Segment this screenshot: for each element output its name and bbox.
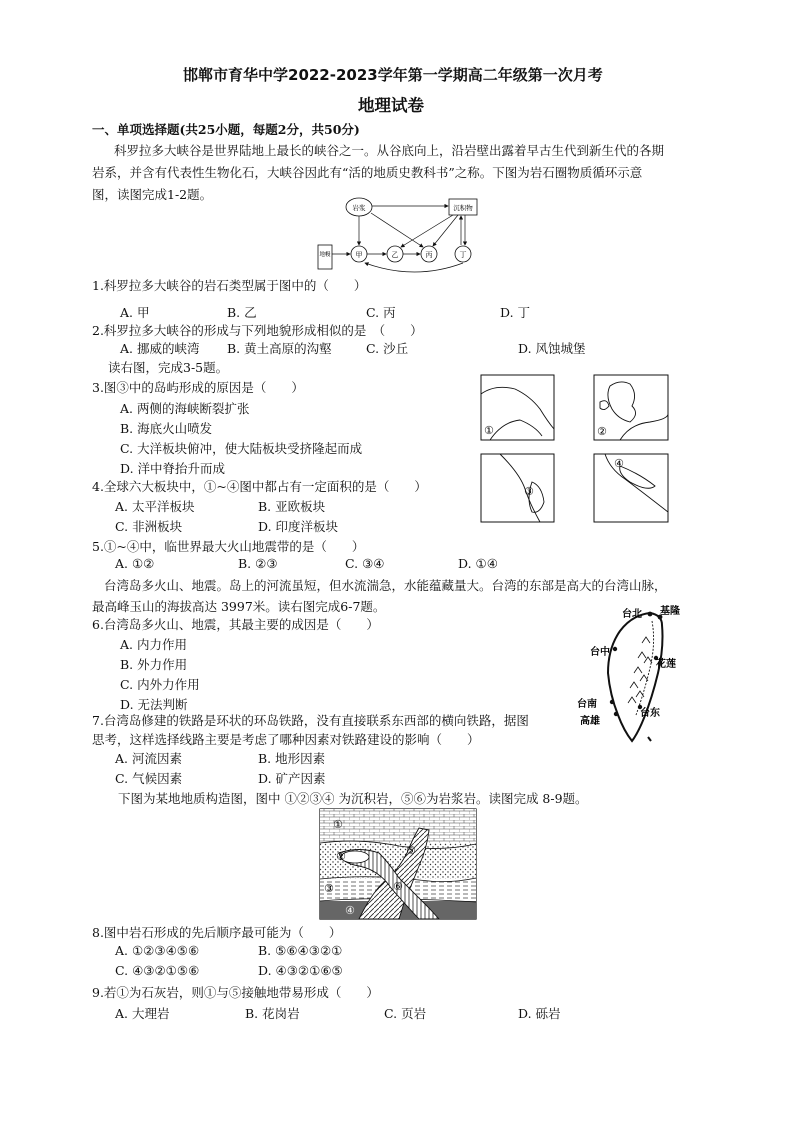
taipei-label: 台北 [622, 609, 642, 620]
q2-option-c[interactable]: C. 沙丘 [366, 341, 409, 356]
q3-option-d[interactable]: D. 洋中脊抬升而成 [120, 461, 226, 476]
cycle-arrows [332, 206, 465, 272]
map4-frame [594, 454, 668, 522]
q5-stem: 5.①~④中，临世界最大火山地震带的是（ ） [92, 539, 365, 554]
section-heading: 一、单项选择题(共25小题，每题2分，共50分) [92, 122, 360, 137]
q8-option-b[interactable]: B. ⑤⑥④③②① [258, 943, 343, 958]
layer1 [320, 809, 476, 843]
q4-option-d[interactable]: D. 印度洋板块 [258, 519, 339, 534]
four-plate-maps [480, 374, 675, 524]
q5-option-d[interactable]: D. ①④ [458, 556, 498, 571]
q4-option-b[interactable]: B. 亚欧板块 [258, 499, 326, 514]
ding-label: 丁 [459, 251, 467, 259]
q6-option-d[interactable]: D. 无法判断 [120, 697, 188, 712]
layer1-label: ① [333, 818, 343, 831]
intro4: 下图为某地地质构造图，图中 ①②③④ 为沉积岩，⑤⑥为岩浆岩。读图完成 8-9题。 [118, 791, 588, 806]
map3-frame [481, 454, 554, 522]
q3-stem: 3.图③中的岛屿形成的原因是（ ） [92, 380, 304, 395]
q8-option-c[interactable]: C. ④③②①⑤⑥ [115, 963, 200, 978]
q9-option-d[interactable]: D. 砾岩 [518, 1006, 561, 1021]
map1-label: ① [484, 424, 494, 437]
q7-stem-line2: 思考，这样选择线路主要是考虑了哪种因素对铁路建设的影响（ ） [92, 732, 480, 747]
magma-label: 岩浆 [352, 204, 366, 212]
layer4-label: ④ [345, 904, 355, 917]
q1-option-b[interactable]: B. 乙 [227, 305, 257, 320]
q2-option-d[interactable]: D. 风蚀城堡 [518, 341, 586, 356]
q4-option-c[interactable]: C. 非洲板块 [115, 519, 183, 534]
q1-stem: 1.科罗拉多大峡谷的岩石类型属于图中的（ ） [92, 278, 367, 293]
q7-option-c[interactable]: C. 气候因素 [115, 771, 183, 786]
taiwan-map [572, 603, 690, 751]
exam-title: 邯郸市育华中学2022-2023学年第一学期高二年级第一次月考 [183, 66, 603, 84]
q9-option-b[interactable]: B. 花岗岩 [245, 1006, 300, 1021]
intro1-line1: 科罗拉多大峡谷是世界陆地上最长的峡谷之一。从谷底向上，沿岩壁出露着早古生代到新生代的各期 [114, 143, 665, 158]
q4-option-a[interactable]: A. 太平洋板块 [115, 499, 195, 514]
q7-stem-line1: 7.台湾岛修建的铁路是环状的环岛铁路，没有直接联系东西部的横向铁路，据图 [92, 713, 529, 728]
rock5-label: ⑤ [406, 844, 416, 857]
taichung-label: 台中 [590, 647, 610, 658]
tainan-label: 台南 [577, 699, 597, 710]
q9-stem: 9.若①为石灰岩，则①与⑤接触地带易形成（ ） [92, 985, 379, 1000]
q2-option-a[interactable]: A. 挪威的峡湾 [120, 341, 200, 356]
q8-option-d[interactable]: D. ④③②①⑥⑤ [258, 963, 343, 978]
map2-label: ② [597, 425, 607, 438]
q8-stem: 8.图中岩石形成的先后顺序最可能为（ ） [92, 925, 342, 940]
intro3-line2: 最高峰玉山的海拔高达 3997米。读右图完成6-7题。 [92, 599, 386, 614]
kaohsiung-label: 高雄 [580, 716, 600, 727]
q5-option-b[interactable]: B. ②③ [238, 556, 278, 571]
q6-stem: 6.台湾岛多火山、地震，其最主要的成因是（ ） [92, 617, 379, 632]
exam-subtitle: 地理试卷 [358, 96, 424, 115]
map4-label: ④ [614, 457, 624, 470]
rock-cycle-diagram [315, 193, 480, 273]
jia-label: 甲 [355, 251, 363, 259]
hualien-label: 花莲 [656, 659, 676, 670]
q4-stem: 4.全球六大板块中，①~④图中都占有一定面积的是（ ） [92, 479, 427, 494]
q3-option-b[interactable]: B. 海底火山喷发 [120, 421, 213, 436]
rock6-label: ⑥ [393, 880, 403, 893]
sediment-label: 沉积物 [453, 204, 473, 212]
q1-option-c[interactable]: C. 丙 [366, 305, 396, 320]
q5-option-c[interactable]: C. ③④ [345, 556, 385, 571]
q9-option-c[interactable]: C. 页岩 [384, 1006, 427, 1021]
q5-option-a[interactable]: A. ①② [115, 556, 155, 571]
q3-option-c[interactable]: C. 大洋板块俯冲，使大陆板块受挤隆起而成 [120, 441, 363, 456]
q1-option-a[interactable]: A. 甲 [120, 305, 150, 320]
q1-option-d[interactable]: D. 丁 [500, 305, 531, 320]
intro2: 读右图，完成3-5题。 [108, 360, 229, 375]
intro1-line2: 岩系，并含有代表性生物化石，大峡谷因此有“活的地质史教科书”之称。下图为岩石圈物质循环示意 [92, 165, 643, 180]
yi-label: 乙 [391, 251, 399, 259]
crust-label: 地幔 [319, 252, 331, 258]
intro1-line3: 图，读图完成1-2题。 [92, 187, 213, 202]
q6-option-b[interactable]: B. 外力作用 [120, 657, 188, 672]
q2-stem: 2.科罗拉多大峡谷的形成与下列地貌形成相似的是 （ ） [92, 323, 423, 338]
keelung-label: 基隆 [660, 606, 680, 617]
taiwan-island [608, 613, 663, 741]
layer2-label: ② [336, 850, 346, 863]
map3-label: ③ [524, 485, 534, 498]
intro3-line1: 台湾岛多火山、地震。岛上的河流虽短，但水流湍急，水能蕴藏量大。台湾的东部是高大的台湾山脉， [104, 578, 667, 593]
q8-option-a[interactable]: A. ①②③④⑤⑥ [115, 943, 200, 958]
q6-option-a[interactable]: A. 内力作用 [120, 637, 187, 652]
taitung-label: 台东 [640, 708, 660, 719]
geologic-section [319, 808, 477, 920]
q6-option-c[interactable]: C. 内外力作用 [120, 677, 200, 692]
q9-option-a[interactable]: A. 大理岩 [115, 1006, 170, 1021]
q7-option-b[interactable]: B. 地形因素 [258, 751, 326, 766]
bing-label: 丙 [425, 251, 433, 259]
q3-option-a[interactable]: A. 两侧的海峡断裂扩张 [120, 401, 250, 416]
q7-option-a[interactable]: A. 河流因素 [115, 751, 182, 766]
q2-option-b[interactable]: B. 黄土高原的沟壑 [227, 341, 332, 356]
layer3-label: ③ [324, 882, 334, 895]
q7-option-d[interactable]: D. 矿产因素 [258, 771, 326, 786]
